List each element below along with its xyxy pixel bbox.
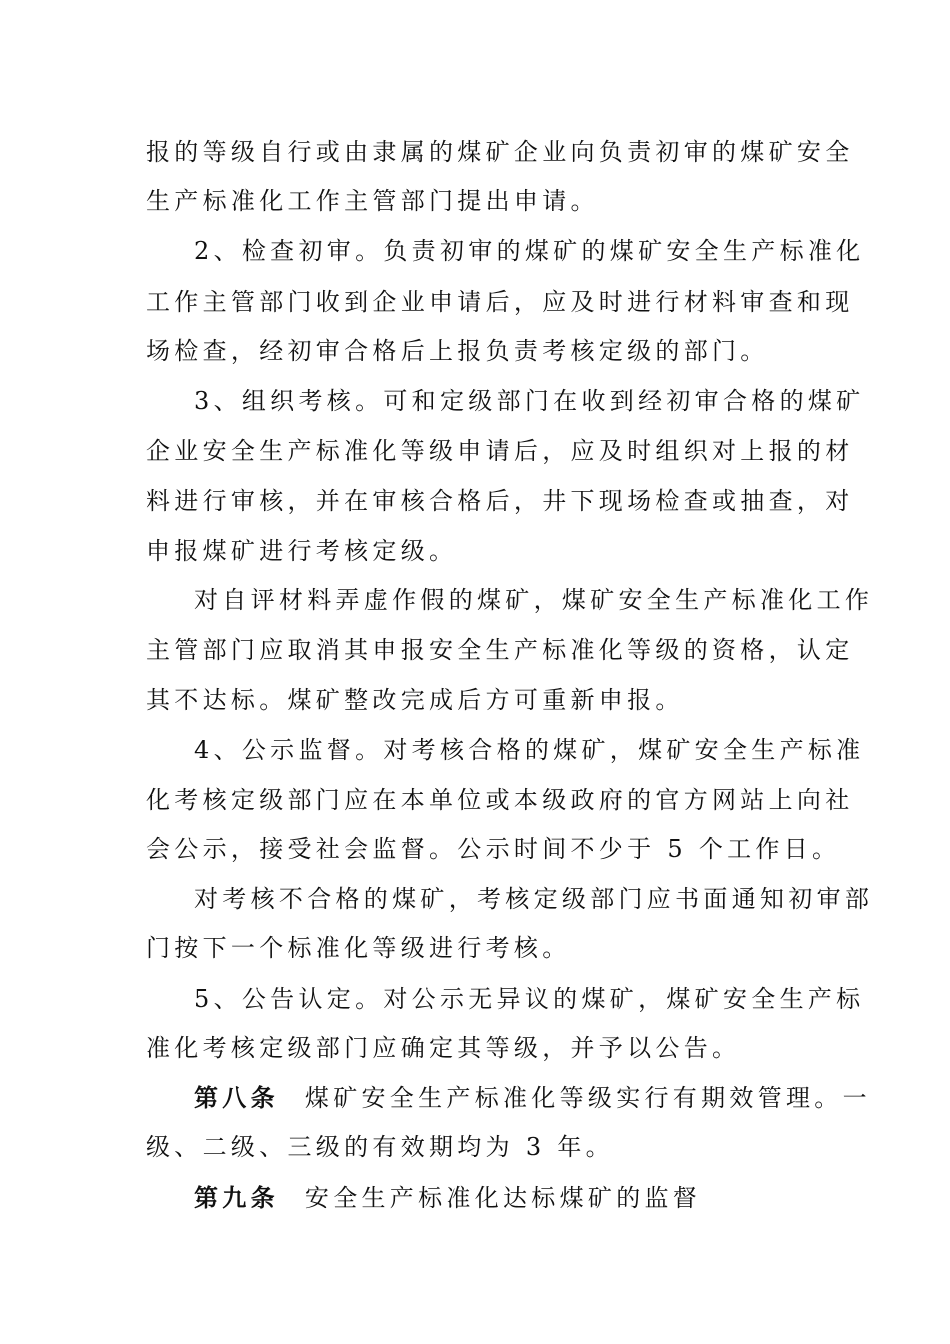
article-8-line (194, 1082, 871, 1114)
paragraph-line: 企业安全生产标准化等级申请后，应及时组织对上报的材 (146, 437, 854, 465)
paragraph-line: 工作主管部门收到企业申请后，应及时进行材料审查和现 (146, 288, 854, 316)
paragraph-line: 料进行审核，并在审核合格后，井下现场检查或抽查，对 (146, 487, 854, 515)
paragraph-line: 申报煤矿进行考核定级。 (146, 537, 458, 565)
paragraph-line: 报的等级自行或由隶属的煤矿企业向负责初审的煤矿安全 (146, 138, 854, 166)
paragraph-line: 会公示，接受社会监督。公示时间不少于 5 个工作日。 (146, 835, 841, 863)
paragraph-line: 主管部门应取消其申报安全生产标准化等级的资格，认定 (146, 636, 854, 664)
paragraph-line: 场检查，经初审合格后上报负责考核定级的部门。 (146, 337, 769, 365)
article-9-text: 安全生产标准化达标煤矿的监督 (304, 1184, 702, 1212)
article-8-continuation: 级、二级、三级的有效期均为 3 年。 (146, 1133, 614, 1161)
paragraph-line: 5、公告认定。对公示无异议的煤矿，煤矿安全生产标 (194, 985, 865, 1013)
paragraph-line: 生产标准化工作主管部门提出申请。 (146, 187, 599, 215)
paragraph-line: 4、公示监督。对考核合格的煤矿，煤矿安全生产标准 (194, 736, 865, 764)
paragraph-line: 其不达标。煤矿整改完成后方可重新申报。 (146, 686, 684, 714)
article-8-label: 第八条 (194, 1083, 279, 1112)
paragraph-line: 对考核不合格的煤矿，考核定级部门应书面通知初审部 (194, 885, 874, 913)
article-8-text: 煤矿安全生产标准化等级实行有期效管理。一 (304, 1084, 871, 1112)
paragraph-line: 对自评材料弄虚作假的煤矿，煤矿安全生产标准化工作 (194, 586, 874, 614)
article-9-line (194, 1182, 701, 1214)
paragraph-line: 准化考核定级部门应确定其等级，并予以公告。 (146, 1034, 741, 1062)
paragraph-line: 3、组织考核。可和定级部门在收到经初审合格的煤矿 (194, 387, 865, 415)
paragraph-line: 化考核定级部门应在本单位或本级政府的官方网站上向社 (146, 786, 854, 814)
paragraph-line: 2、检查初审。负责初审的煤矿的煤矿安全生产标准化 (194, 237, 865, 265)
article-9-label: 第九条 (194, 1183, 279, 1212)
paragraph-line: 门按下一个标准化等级进行考核。 (146, 934, 571, 962)
